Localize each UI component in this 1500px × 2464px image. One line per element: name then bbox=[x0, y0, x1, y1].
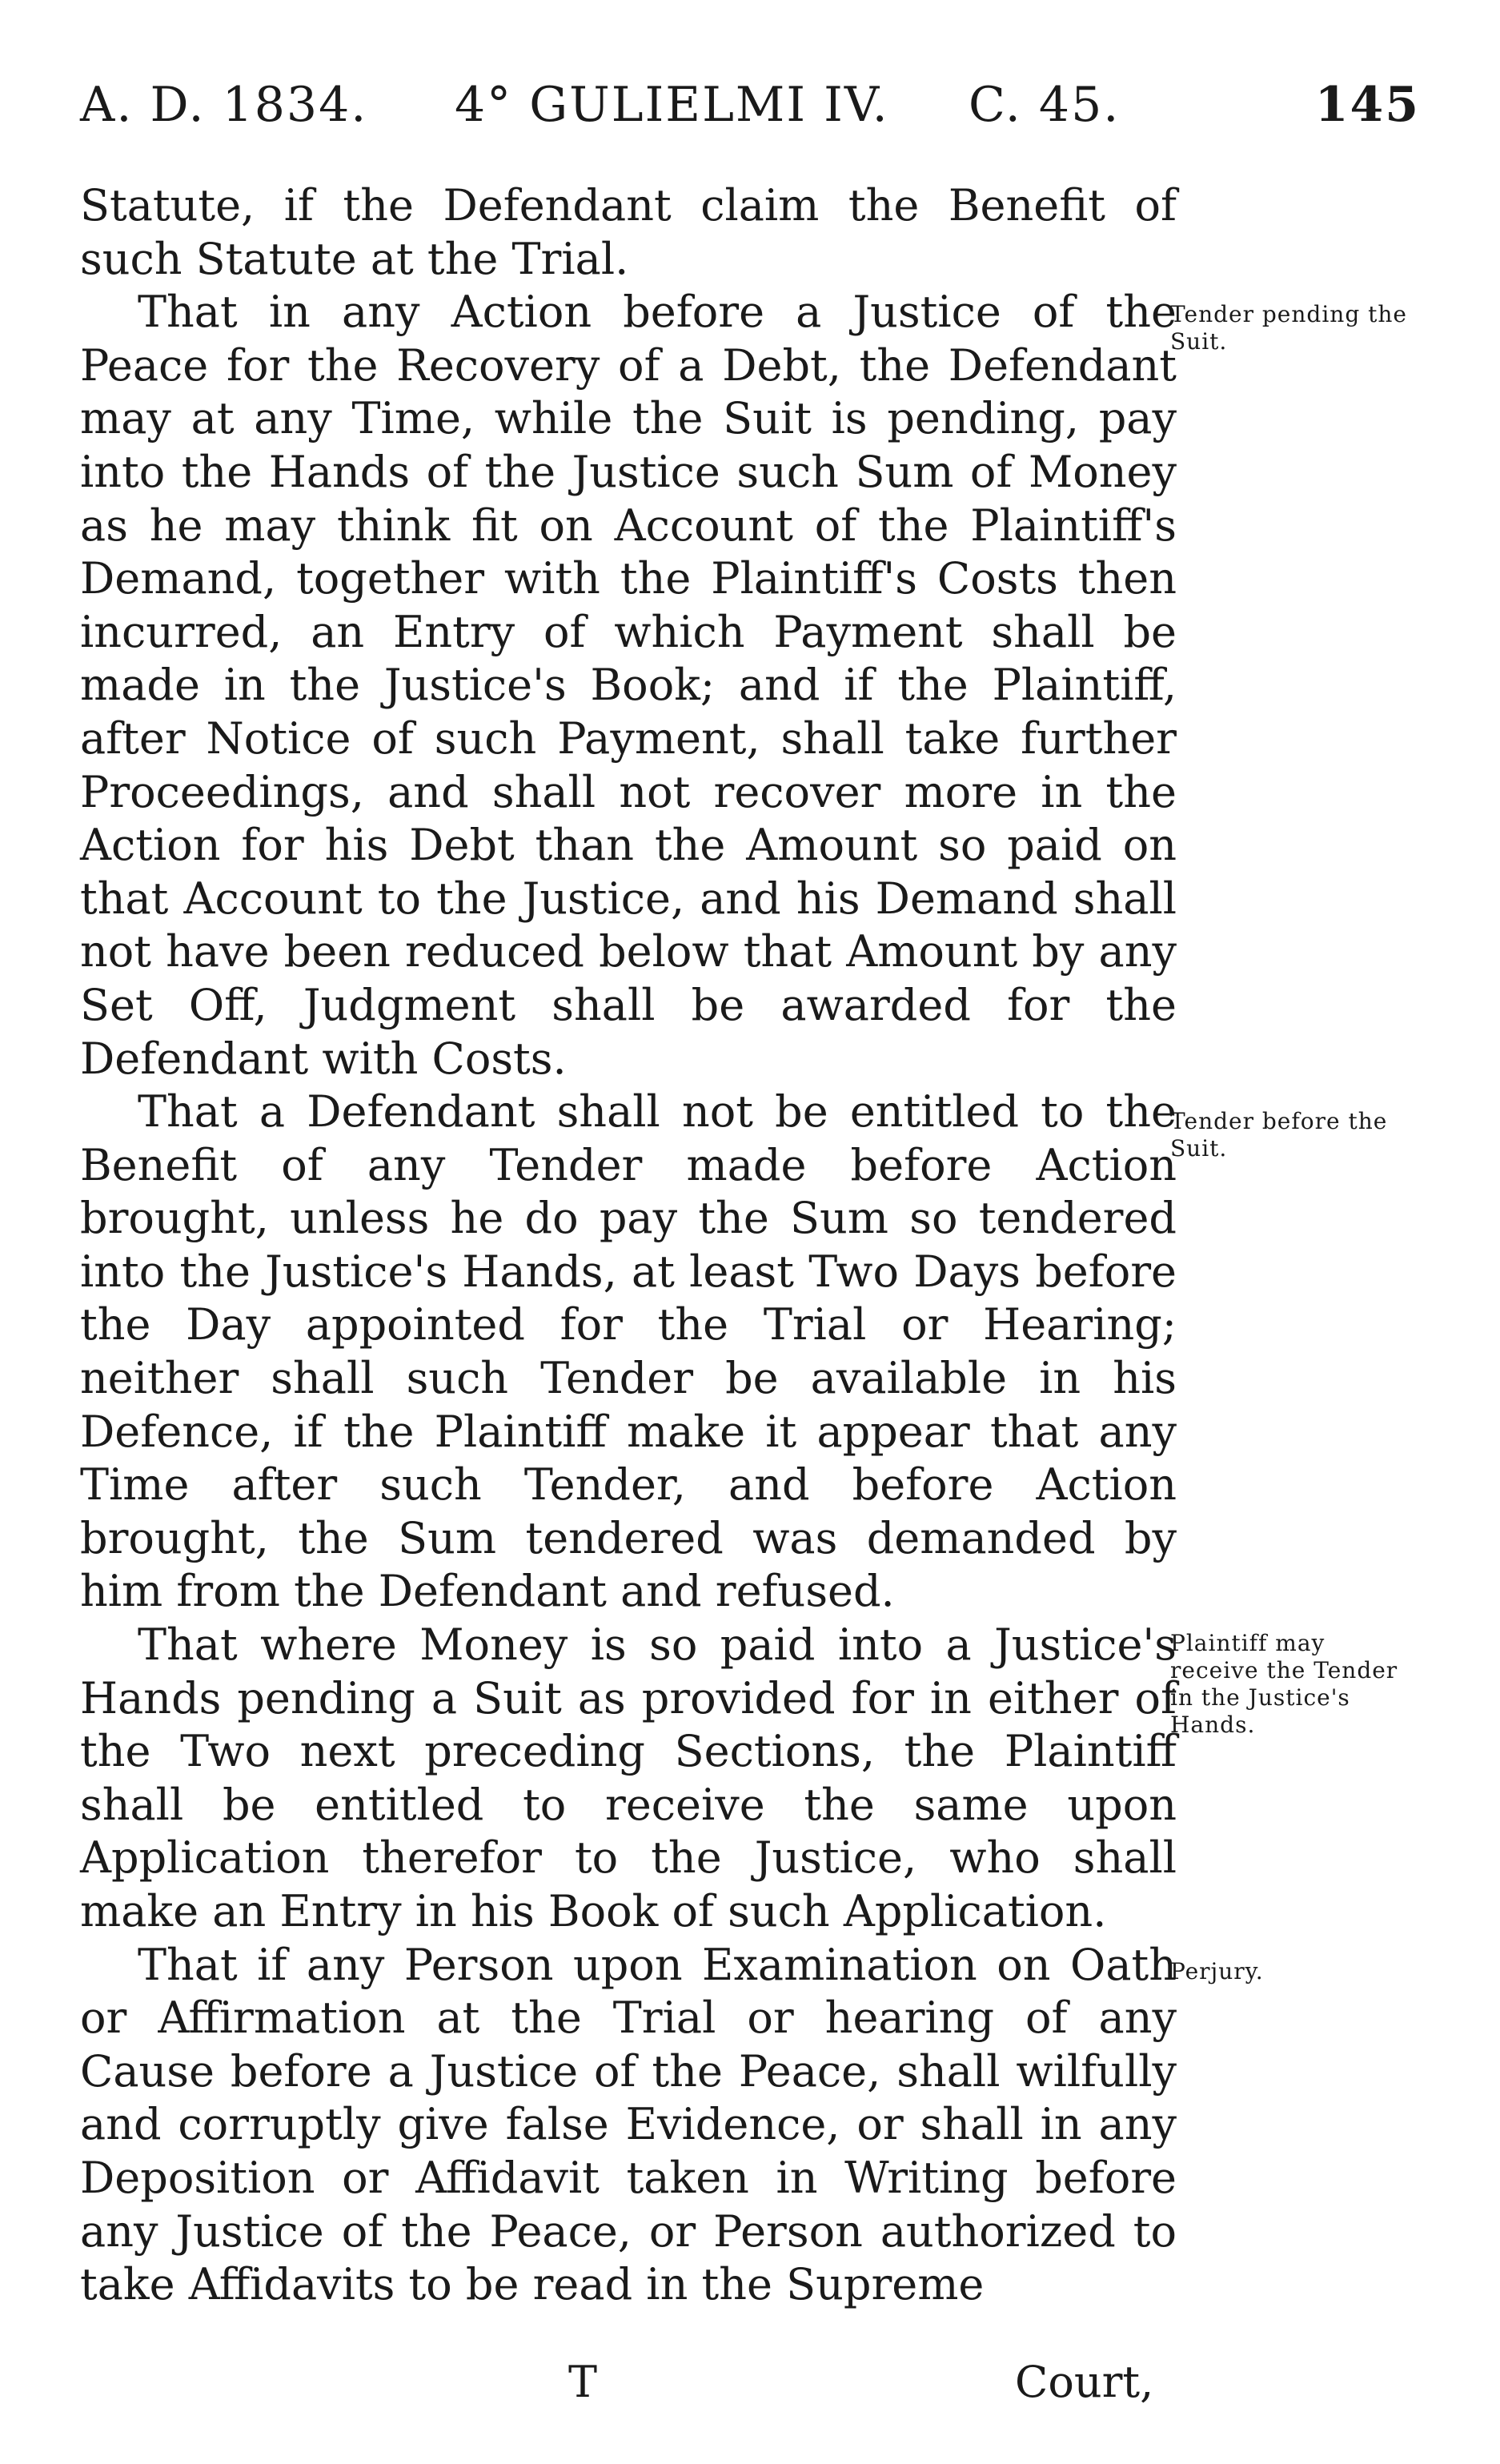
paragraph-continuation: Statute, if the Defendant claim the Benefit of such Statute at the Trial. bbox=[80, 180, 1177, 284]
signature-mark: T bbox=[568, 2357, 598, 2407]
paragraph-plaintiff-receive: That where Money is so paid into a Justice's Hands pending a Suit as provided for in either of the Two next preceding Sections, the Plaintiff shall be entitled to receive the same upon Application therefor to the Justice, who shall make an Entry in his Book of such Application. bbox=[80, 1619, 1177, 1936]
header-year: A. D. 1834. bbox=[80, 77, 368, 133]
header-chapter: C. 45. bbox=[969, 77, 1121, 133]
margin-note-perjury: Perjury. bbox=[1170, 1958, 1264, 1984]
page-number: 145 bbox=[1314, 77, 1420, 133]
header-regnal-title: 4° GULIELMI IV. bbox=[455, 77, 889, 133]
statute-text bbox=[80, 179, 1177, 2312]
margin-note-tender-pending: Tender pending the Suit. bbox=[1170, 301, 1408, 355]
paragraph-perjury: That if any Person upon Examination on Oath or Affirmation at the Trial or hearing of any Cause before a Justice of the Peace, shall wilfully and corruptly give false Evidence, or shall in any Deposition or Affidavit taken in Writing before any Justice of the Peace, or Person authorized to take Affidavits to be read in the Supreme bbox=[80, 1939, 1177, 2310]
paragraph-tender-pending: That in any Action before a Justice of the Peace for the Recovery of a Debt, the Defendant may at any Time, while the Suit is pending, pay into the Hands of the Justice such Sum of Money as he may think fit on Account of the Plaintiff's Demand, together with the Plaintiff's Costs then incurred, an Entry of which Payment shall be made in the Justice's Book; and if the Plaintiff, after Notice of such Payment, shall take further Proceedings, and shall not recover more in the Action for his Debt than the Amount so paid on that Account to the Justice, and his Demand shall not have been reduced below that Amount by any Set Off, Judgment shall be awarded for the Defendant with Costs. bbox=[80, 287, 1177, 1084]
paragraph-tender-before: That a Defendant shall not be entitled to the Benefit of any Tender made before Action brought, unless he do pay the Sum so tendered into the Justice's Hands, at least Two Days before the Day appointed for the Trial or Hearing; neither shall such Tender be available in his Defence, if the Plaintiff make it appear that any Time after such Tender, and before Action brought, the Sum tendered was demanded by him from the Defendant and refused. bbox=[80, 1086, 1177, 1617]
margin-note-plaintiff-receive: Plaintiff may receive the Tender in the Justice's Hands. bbox=[1170, 1630, 1398, 1738]
running-header bbox=[80, 77, 1420, 149]
catchword: Court, bbox=[1015, 2357, 1154, 2407]
margin-note-tender-before: Tender before the Suit. bbox=[1170, 1108, 1388, 1162]
